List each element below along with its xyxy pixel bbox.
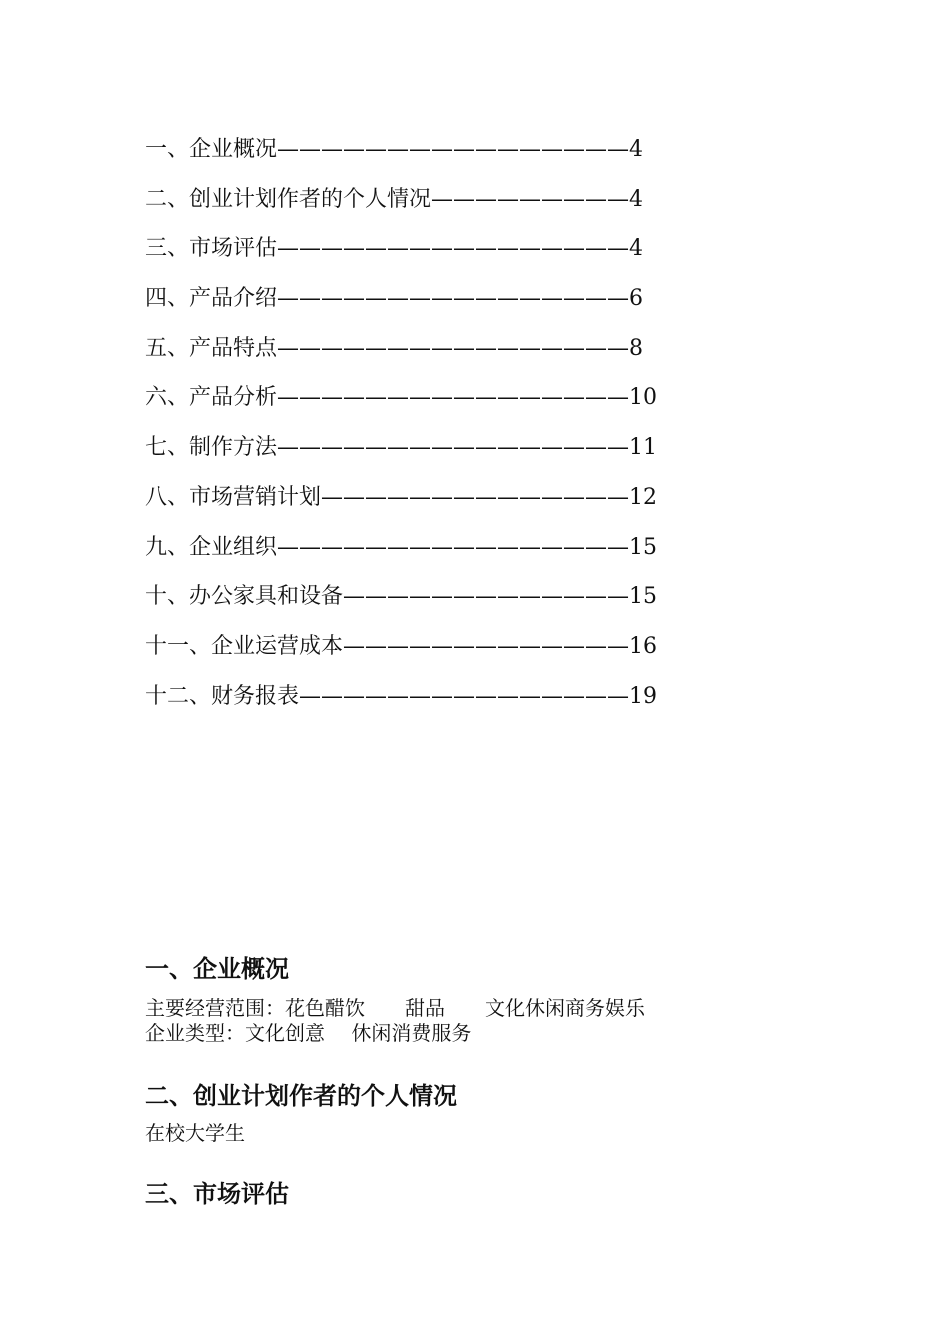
section-heading-overview: 一、企业概况: [145, 954, 289, 983]
toc-leader: ————————————————: [277, 137, 630, 162]
toc-entry[interactable]: [145, 530, 745, 580]
section-heading-author: 二、创业计划作者的个人情况: [145, 1081, 457, 1110]
toc-entry[interactable]: [145, 480, 745, 530]
toc-page-number: 15: [629, 534, 658, 560]
toc-link[interactable]: [145, 485, 657, 510]
toc-page-number: 12: [629, 484, 658, 510]
table-of-contents: [145, 132, 745, 728]
toc-label: 二、创业计划作者的个人情况: [145, 186, 432, 212]
toc-leader: ————————————————: [277, 236, 630, 262]
toc-page-number: 6: [629, 286, 644, 312]
toc-link[interactable]: [145, 137, 643, 162]
toc-leader: ———————————————: [299, 683, 630, 709]
toc-entry[interactable]: [145, 679, 745, 729]
toc-page-number: 19: [629, 683, 658, 709]
toc-leader: —————————: [431, 186, 630, 212]
section-heading-market: 三、市场评估: [145, 1179, 289, 1208]
toc-link[interactable]: [145, 684, 657, 709]
toc-leader: ————————————————: [277, 335, 630, 361]
toc-entry[interactable]: [145, 579, 745, 629]
toc-link[interactable]: [145, 336, 643, 361]
toc-link[interactable]: [145, 435, 657, 460]
toc-label: 十二、财务报表: [145, 683, 300, 709]
toc-page-number: 4: [629, 236, 644, 262]
toc-entry[interactable]: [145, 380, 745, 430]
business-scope-text: 主要经营范围：花色醋饮 甜品 文化休闲商务娱乐: [145, 996, 645, 1020]
toc-leader: ————————————————: [277, 534, 630, 560]
toc-leader: ————————————————: [277, 385, 630, 411]
toc-label: 八、市场营销计划: [145, 484, 322, 510]
toc-leader: —————————————: [343, 633, 630, 659]
toc-label: 九、企业组织: [145, 534, 278, 560]
toc-link[interactable]: [145, 385, 657, 410]
toc-entry[interactable]: [145, 182, 745, 232]
toc-leader: ————————————————: [277, 435, 630, 461]
enterprise-type-text: 企业类型：文化创意 休闲消费服务: [145, 1021, 472, 1045]
toc-label: 一、企业概况: [145, 137, 278, 162]
toc-leader: ————————————————: [277, 286, 630, 312]
toc-entry[interactable]: [145, 231, 745, 281]
toc-label: 七、制作方法: [145, 435, 278, 461]
toc-entry[interactable]: [145, 281, 745, 331]
toc-page-number: 4: [629, 186, 644, 212]
toc-page-number: 4: [629, 137, 644, 162]
author-description-text: 在校大学生: [145, 1121, 245, 1145]
toc-entry[interactable]: [145, 132, 745, 182]
toc-link[interactable]: [145, 236, 643, 261]
toc-page-number: 16: [629, 633, 658, 659]
toc-leader: —————————————: [343, 584, 630, 610]
toc-label: 十、办公家具和设备: [145, 584, 344, 610]
toc-entry[interactable]: [145, 430, 745, 480]
toc-label: 五、产品特点: [145, 335, 278, 361]
toc-label: 四、产品介绍: [145, 286, 278, 312]
toc-entry[interactable]: [145, 331, 745, 381]
toc-page-number: 11: [629, 435, 658, 461]
toc-label: 六、产品分析: [145, 385, 278, 411]
toc-link[interactable]: [145, 535, 657, 560]
toc-link[interactable]: [145, 187, 643, 212]
toc-entry[interactable]: [145, 629, 745, 679]
toc-label: 三、市场评估: [145, 236, 278, 262]
toc-page-number: 15: [629, 584, 658, 610]
toc-link[interactable]: [145, 286, 643, 311]
toc-label: 十一、企业运营成本: [145, 633, 344, 659]
toc-page-number: 8: [629, 335, 644, 361]
toc-page-number: 10: [629, 385, 658, 411]
toc-link[interactable]: [145, 634, 657, 659]
toc-link[interactable]: [145, 584, 657, 609]
toc-leader: ——————————————: [321, 484, 630, 510]
